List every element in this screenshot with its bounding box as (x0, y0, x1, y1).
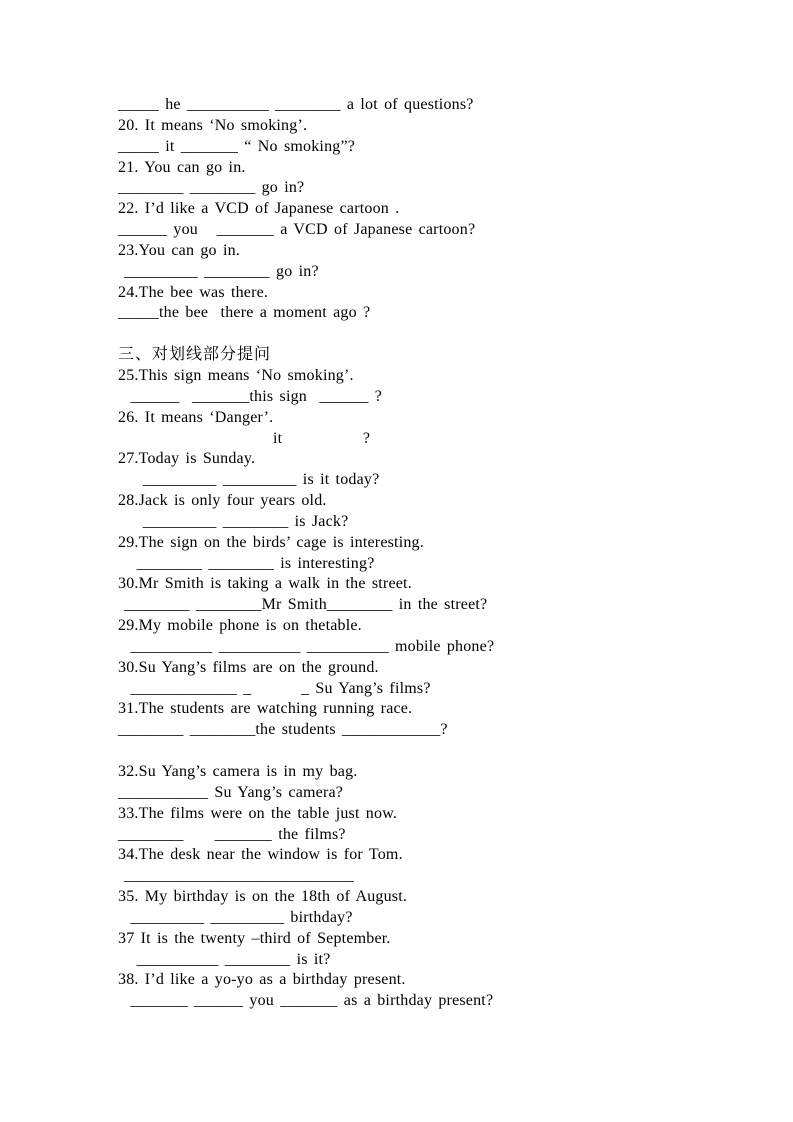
text-line: 30.Mr Smith is taking a walk in the street. (118, 575, 412, 593)
text-line: 27.Today is Sunday. (118, 450, 256, 468)
text-line: _________ _________ is it today? (118, 471, 380, 489)
text-line: __________ __________ __________ mobile phone? (118, 637, 495, 655)
text-line: _________ _________ birthday? (118, 908, 353, 926)
text-line: 38. I’d like a yo-yo as a birthday present. (118, 971, 406, 989)
text-line: ____________________________ (118, 867, 354, 885)
worksheet-body (118, 95, 763, 1012)
text-line: 21. You can go in. (118, 158, 246, 176)
text-line: 32.Su Yang’s camera is in my bag. (118, 763, 358, 780)
text-line: 26. It means ‘Danger’. (118, 408, 274, 426)
text-line: 31.The students are watching running race. (118, 700, 413, 718)
blank-line (118, 741, 763, 762)
text-line: 23.You can go in. (118, 241, 241, 259)
text-line: ______ you _______ a VCD of Japanese cartoon? (118, 221, 476, 239)
section-header: 三、对划线部分提问 (118, 346, 272, 364)
text-line: ________ ________the students ____________? (118, 721, 448, 739)
text-line: 34.The desk near the window is for Tom. (118, 846, 403, 864)
text-line: _________ ________ is Jack? (118, 512, 349, 530)
text-line: ______ _______this sign ______ ? (118, 387, 383, 405)
text-line: _________ ________ go in? (118, 262, 319, 280)
text-line: _____________ _ _ Su Yang’s films? (118, 679, 431, 697)
text-line: 37 It is the twenty –third of September. (118, 929, 391, 947)
text-line: it ? (118, 429, 371, 447)
text-line: _____ it _______ “ No smoking”? (118, 137, 356, 155)
text-line: 30.Su Yang’s films are on the ground. (118, 658, 379, 676)
text-line: 20. It means ‘No smoking’. (118, 116, 308, 134)
text-line: 33.The films were on the table just now. (118, 804, 398, 822)
text-line: ________ ________ is interesting? (118, 554, 375, 572)
text-line: ___________ Su Yang’s camera? (118, 783, 344, 801)
text-line: __________ ________ is it? (118, 950, 331, 968)
text-line: 28.Jack is only four years old. (118, 492, 327, 510)
text-line: _____the bee there a moment ago ? (118, 304, 371, 322)
text-line: 24.The bee was there. (118, 283, 269, 301)
text-line: _____ he __________ ________ a lot of questions? (118, 96, 474, 113)
text-line: 35. My birthday is on the 18th of August. (118, 888, 408, 906)
text-line: _______ ______ you _______ as a birthday present? (118, 992, 494, 1010)
text-line: 29.The sign on the birds’ cage is interesting. (118, 533, 424, 551)
text-line: 22. I’d like a VCD of Japanese cartoon . (118, 200, 400, 218)
text-line: ________ ________ go in? (118, 179, 305, 197)
text-line: 25.This sign means ‘No smoking’. (118, 366, 354, 384)
text-line: 29.My mobile phone is on thetable. (118, 617, 362, 635)
text-line: ________ _______ the films? (118, 825, 346, 843)
blank-line (118, 324, 763, 345)
text-line: ________ ________Mr Smith________ in the street? (118, 596, 488, 614)
